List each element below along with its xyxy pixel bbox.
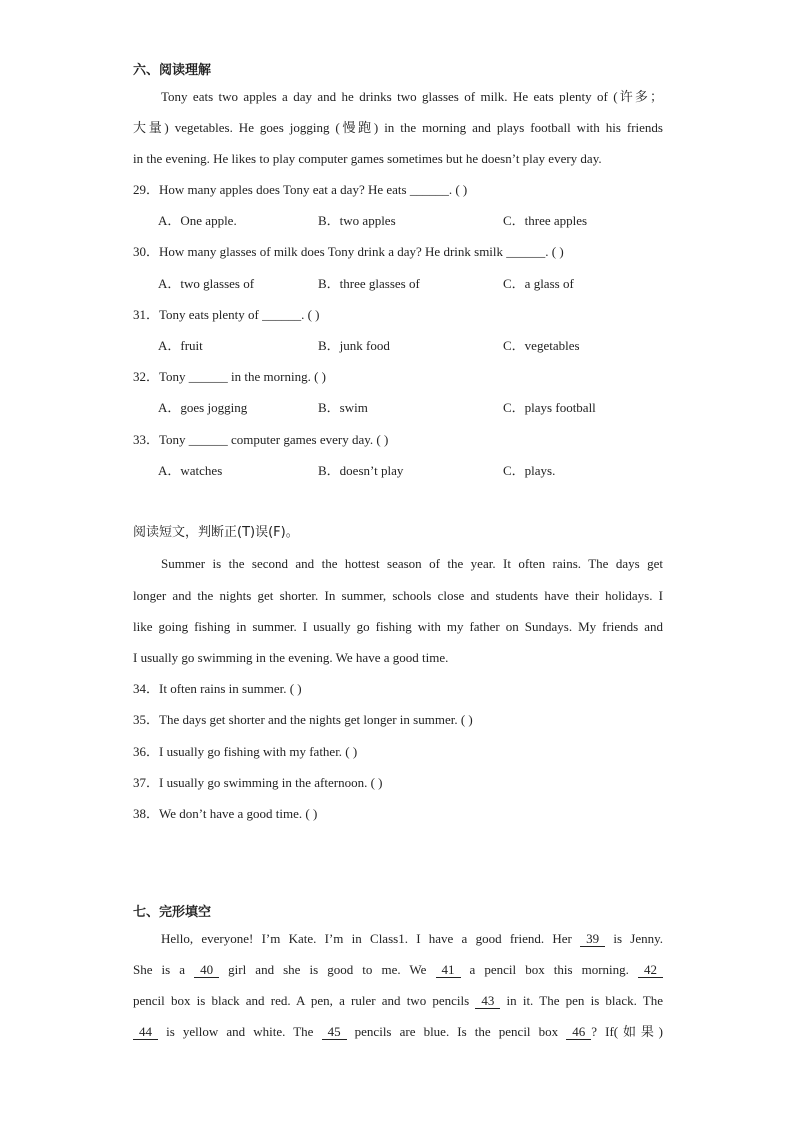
tf-passage-line-4: I usually go swimming in the evening. We have a good time. — [133, 650, 449, 665]
cloze-text: is Jenny. — [605, 931, 663, 946]
section6-title: 六、阅读理解 — [133, 63, 212, 78]
q33-option-c: C．plays. — [503, 463, 556, 478]
q31-option-b: B．junk food — [318, 338, 390, 353]
q30-option-b: B．three glasses of — [318, 276, 420, 291]
tf-item-37: 37．I usually go swimming in the afternoon. ( ) — [133, 775, 383, 790]
question-31: 31．Tony eats plenty of ______. ( ) — [133, 307, 320, 322]
q33-option-b: B．doesn’t play — [318, 463, 404, 478]
blank-39: 39 — [580, 931, 605, 947]
blank-42: 42 — [638, 962, 663, 978]
cloze-text: ? If(如果) — [591, 1024, 663, 1039]
q32-option-c: C．plays football — [503, 400, 596, 415]
cloze-text: a pencil box this morning. — [460, 962, 638, 977]
q30-option-c: C．a glass of — [503, 276, 574, 291]
tf-passage-line-1: Summer is the second and the hottest season of the year. It often rains. The days get — [161, 556, 663, 571]
section6-passage-line-3: in the evening. He likes to play computer games sometimes but he doesn’t play every day. — [133, 151, 602, 166]
question-33: 33．Tony ______ computer games every day. ( ) — [133, 432, 389, 447]
q32-option-b: B．swim — [318, 400, 368, 415]
blank-43: 43 — [475, 993, 500, 1009]
cloze-text: is yellow and white. The — [158, 1024, 322, 1039]
q33-option-a: A．watches — [158, 463, 223, 478]
blank-41: 41 — [436, 962, 461, 978]
q32-option-a: A．goes jogging — [158, 400, 248, 415]
blank-40: 40 — [194, 962, 219, 978]
cloze-line-3 — [133, 992, 663, 1010]
blank-45: 45 — [322, 1024, 347, 1040]
section6-passage-line-2: 大量) vegetables. He goes jogging (慢跑) in the morning and plays football with his friends — [133, 120, 663, 135]
blank-44: 44 — [133, 1024, 158, 1040]
tf-item-38: 38．We don’t have a good time. ( ) — [133, 806, 318, 821]
question-32: 32．Tony ______ in the morning. ( ) — [133, 369, 326, 384]
q31-option-c: C．vegetables — [503, 338, 580, 353]
cloze-text: Hello, everyone! I’m Kate. I’m in Class1. I have a good friend. Her — [161, 931, 581, 946]
section7-title: 七、完形填空 — [133, 905, 212, 920]
cloze-line-2 — [133, 961, 663, 979]
question-30: 30．How many glasses of milk does Tony drink a day? He drink smilk ______. ( ) — [133, 244, 564, 259]
cloze-text: pencils are blue. Is the pencil box — [346, 1024, 567, 1039]
cloze-text: pencil box is black and red. A pen, a ruler and two pencils — [133, 993, 476, 1008]
blank-46: 46 — [566, 1024, 591, 1040]
cloze-text: in it. The pen is black. The — [500, 993, 663, 1008]
question-29: 29．How many apples does Tony eat a day? He eats ______. ( ) — [133, 182, 468, 197]
cloze-line-1 — [133, 930, 663, 948]
q29-option-a: A．One apple. — [158, 213, 237, 228]
tf-passage-line-3: like going fishing in summer. I usually go fishing with my father on Sundays. My friends and — [133, 619, 663, 634]
cloze-text: girl and she is good to me. We — [219, 962, 436, 977]
q31-option-a: A．fruit — [158, 338, 203, 353]
tf-instruction: 阅读短文，判断正(T)误(F)。 — [133, 525, 299, 540]
q29-option-b: B．two apples — [318, 213, 396, 228]
q29-option-c: C．three apples — [503, 213, 588, 228]
cloze-line-4 — [133, 1023, 663, 1041]
tf-passage-line-2: longer and the nights get shorter. In summer, schools close and students have their holidays. I — [133, 588, 663, 603]
tf-item-34: 34．It often rains in summer. ( ) — [133, 681, 302, 696]
q30-option-a: A．two glasses of — [158, 276, 255, 291]
cloze-text: She is a — [133, 962, 195, 977]
section6-passage-line-1: Tony eats two apples a day and he drinks two glasses of milk. He eats plenty of (许多； — [161, 89, 663, 104]
tf-item-35: 35．The days get shorter and the nights get longer in summer. ( ) — [133, 712, 473, 727]
tf-item-36: 36．I usually go fishing with my father. ( ) — [133, 744, 358, 759]
